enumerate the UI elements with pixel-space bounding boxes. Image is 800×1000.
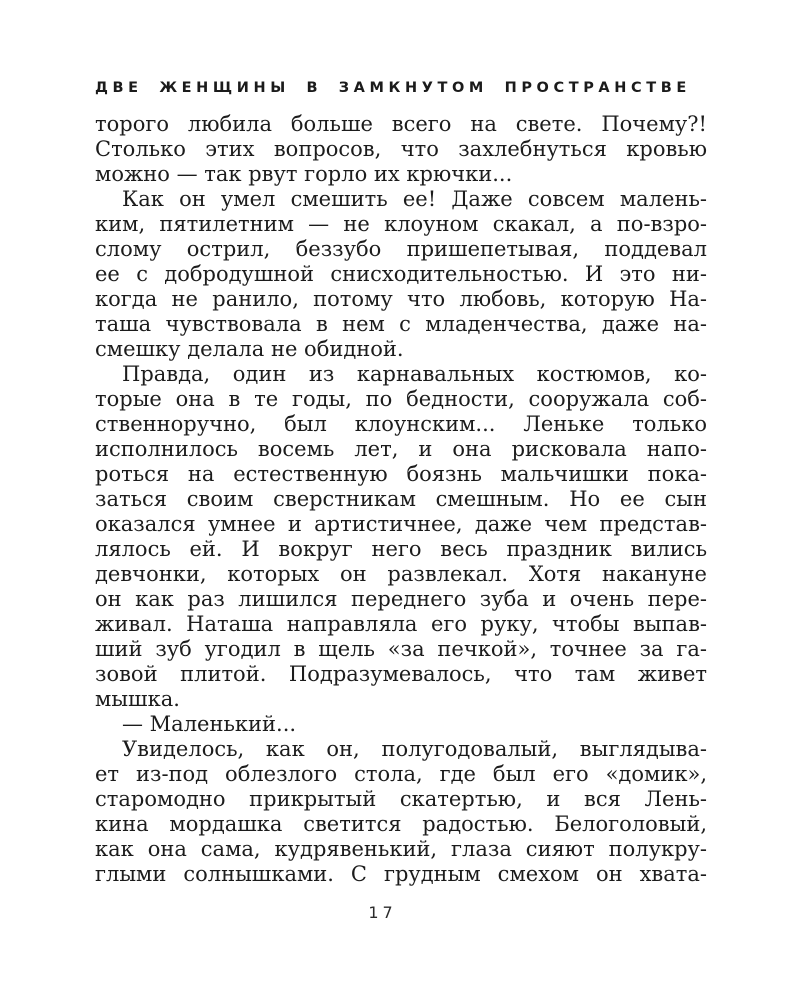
text-line: ственноручно, был клоунским... Леньке только: [95, 412, 707, 436]
body-text: [95, 112, 707, 887]
text-line: таша чувствовала в нем с младенчества, даже на-: [95, 312, 707, 336]
text-line: глыми солнышками. С грудным смехом он хвата-: [95, 862, 707, 886]
text-line: торого любила больше всего на свете. Почему?!: [95, 112, 707, 136]
text-line: роться на естественную боязнь мальчишки пока-: [95, 462, 707, 486]
text-line: ший зуб угодил в щель «за печкой», точнее за га-: [95, 637, 707, 661]
page-number: 17: [368, 903, 397, 922]
paragraph: [95, 362, 707, 712]
text-line: заться своим сверстникам смешным. Но ее сын: [95, 487, 707, 511]
text-line: можно — так рвут горло их крючки...: [95, 162, 513, 186]
text-line: ет из-под облезлого стола, где был его «домик»,: [95, 762, 707, 786]
text-line: торые она в те годы, по бедности, сооружала соб-: [95, 387, 707, 411]
text-line: Как он умел смешить ее! Даже совсем малень-: [122, 187, 707, 211]
text-line: слому острил, беззубо пришепетывая, поддевал: [95, 237, 707, 261]
text-line: старомодно прикрытый скатертью, и вся Лень-: [95, 787, 707, 811]
paragraph: [95, 187, 707, 362]
text-line: девчонки, которых он развлекал. Хотя накануне: [95, 562, 707, 586]
text-line: когда не ранило, потому что любовь, которую На-: [95, 287, 707, 311]
text-line: лялось ей. И вокруг него весь праздник вились: [95, 537, 707, 561]
paragraph: [95, 112, 707, 187]
text-line: ее с добродушной снисходительностью. И это ни-: [95, 262, 707, 286]
text-line: зовой плитой. Подразумевалось, что там живет: [95, 662, 707, 686]
text-line: кина мордашка светится радостью. Белоголовый,: [95, 812, 707, 836]
running-header: ДВЕ ЖЕНЩИНЫ В ЗАМКНУТОМ ПРОСТРАНСТВЕ: [95, 80, 691, 96]
text-line: Увиделось, как он, полугодовалый, выглядыва-: [122, 737, 707, 761]
paragraph: [95, 737, 707, 887]
text-line: мышка.: [95, 687, 180, 711]
paragraph: [95, 712, 707, 737]
text-line: — Маленький...: [122, 712, 297, 736]
text-line: как она сама, кудрявенький, глаза сияют полукру-: [95, 837, 707, 861]
text-line: оказался умнее и артистичнее, даже чем представ-: [95, 512, 707, 536]
text-line: смешку делала не обидной.: [95, 337, 404, 361]
text-line: исполнилось восемь лет, и она рисковала напо-: [95, 437, 707, 461]
text-line: Правда, один из карнавальных костюмов, ко-: [122, 362, 707, 386]
text-line: Столько этих вопросов, что захлебнуться кровью: [95, 137, 707, 161]
text-line: он как раз лишился переднего зуба и очень пере-: [95, 587, 707, 611]
text-line: живал. Наташа направляла его руку, чтобы выпав-: [95, 612, 707, 636]
text-line: ким, пятилетним — не клоуном скакал, а по-взро-: [95, 212, 707, 236]
